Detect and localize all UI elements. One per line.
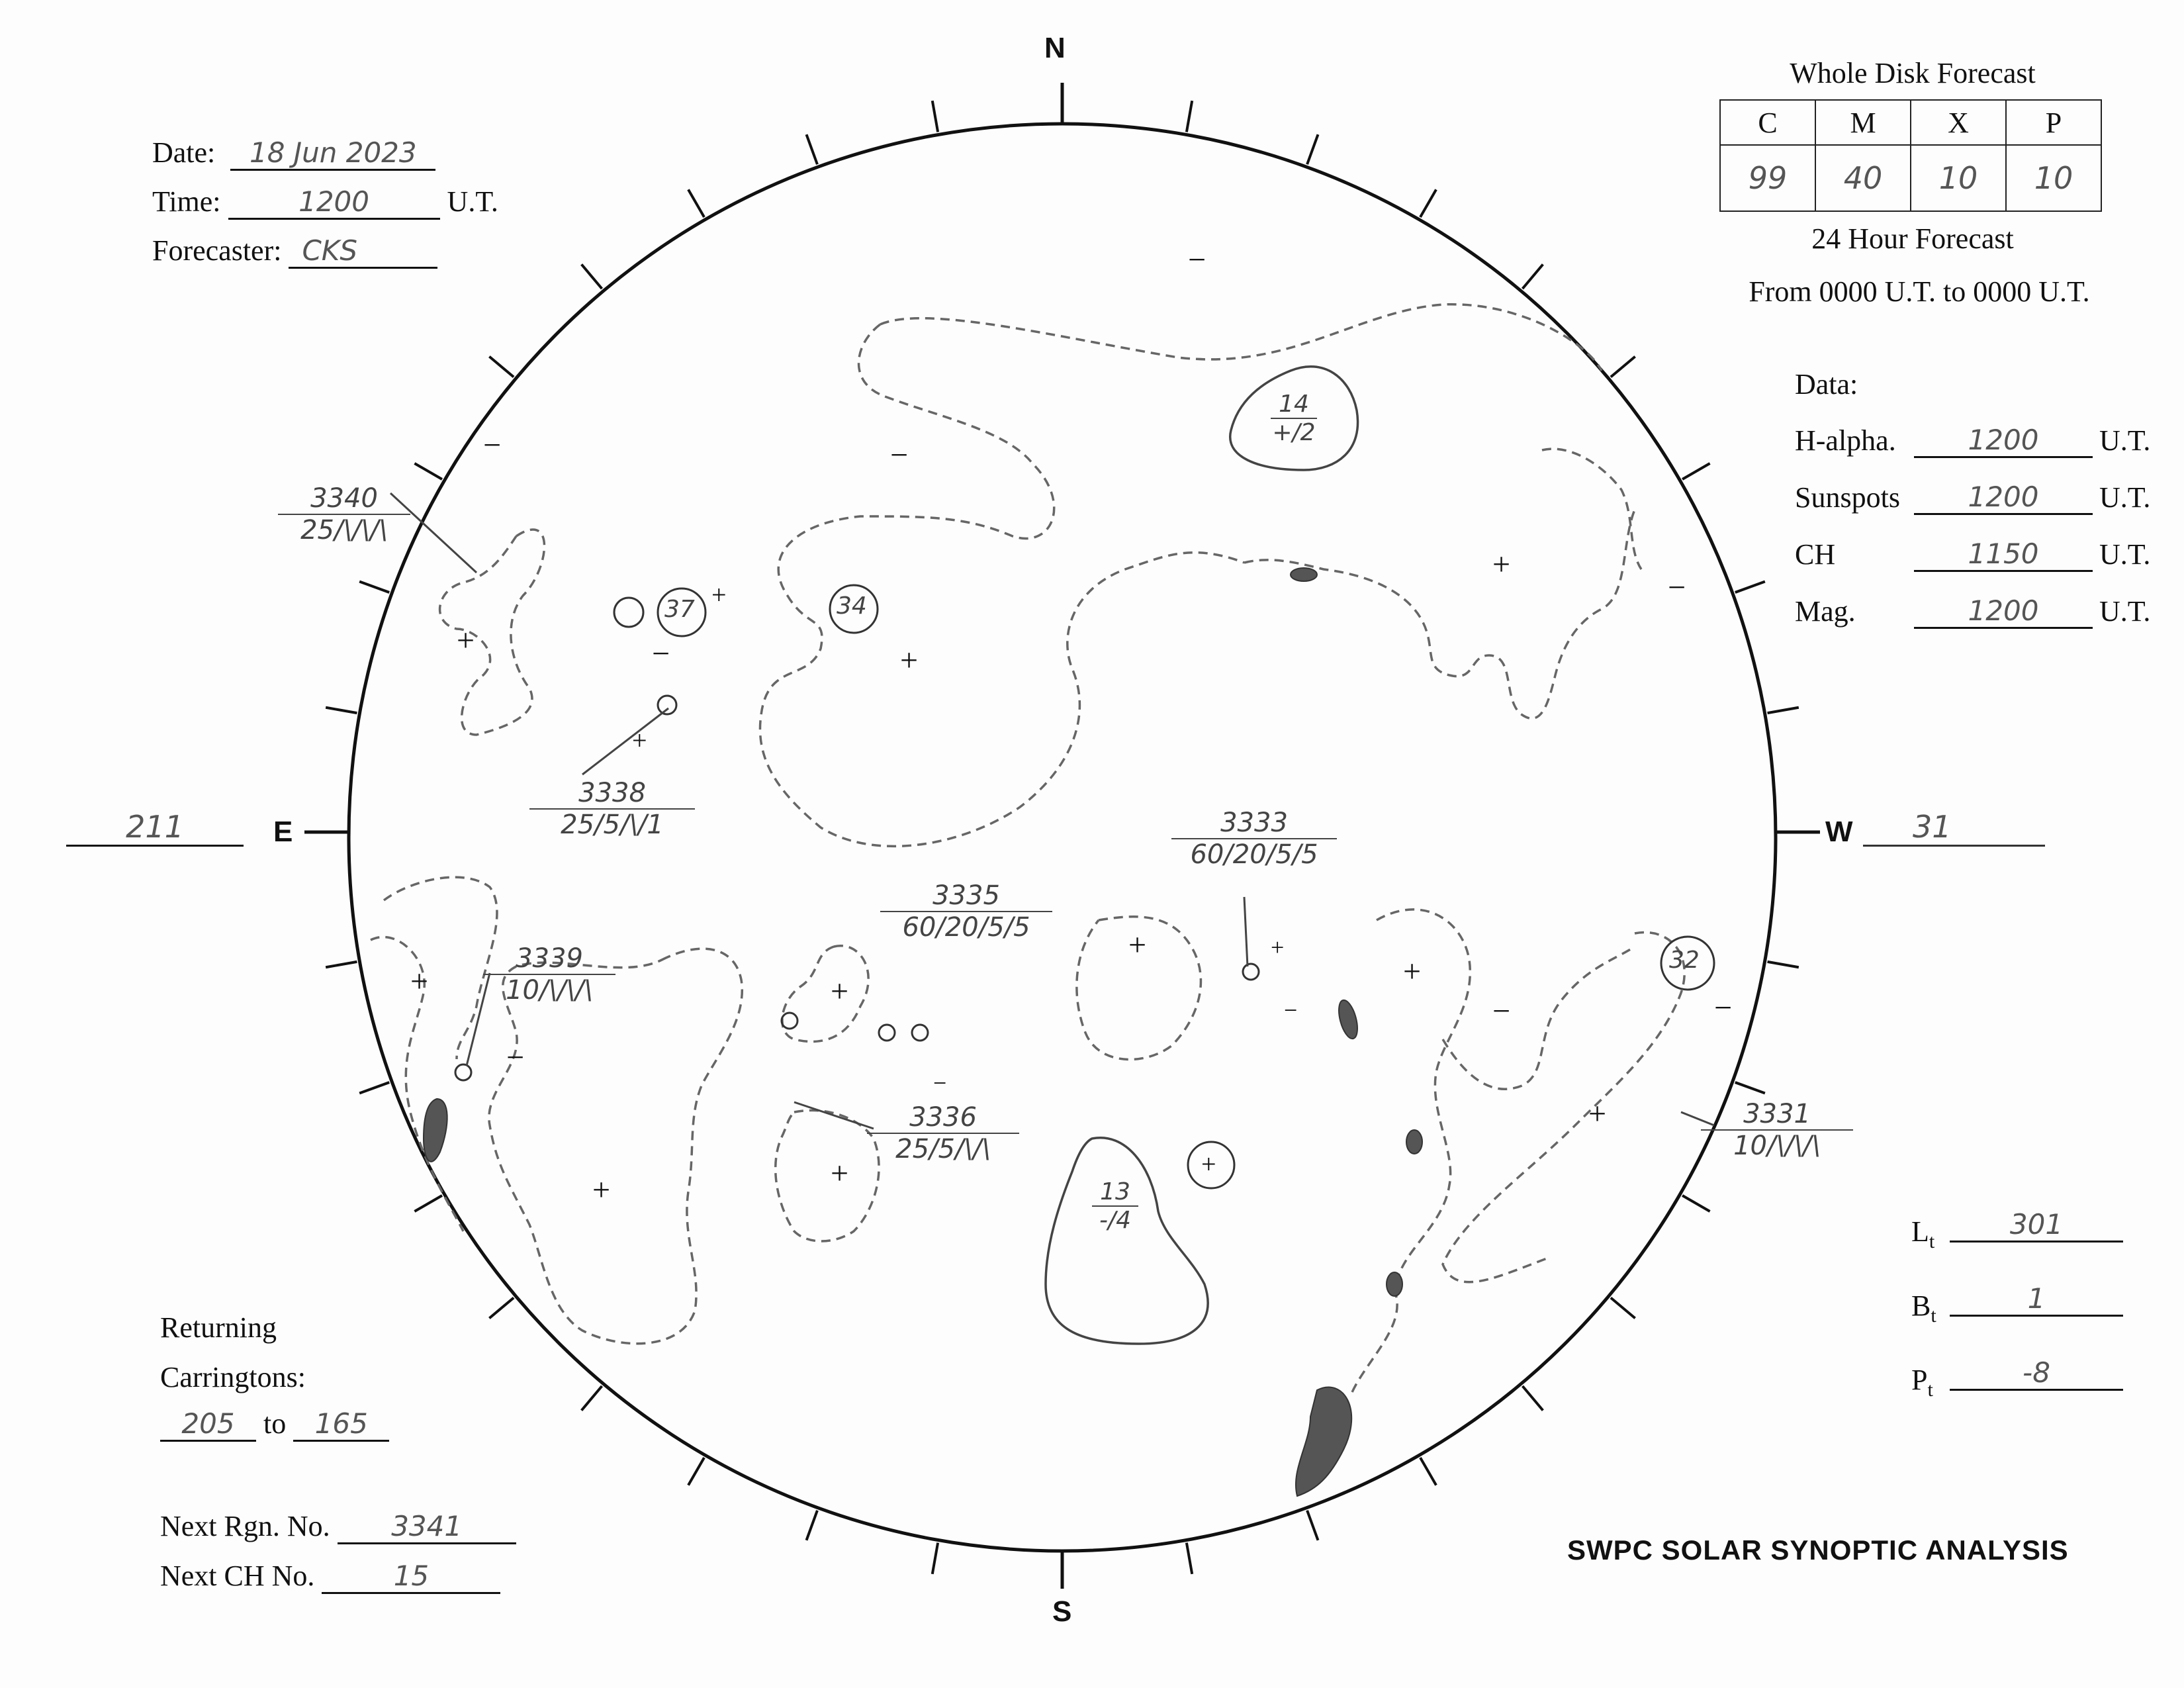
- plus-sign: +: [1588, 1096, 1607, 1131]
- bt-subscript: t: [1931, 1304, 1936, 1327]
- east-label: E: [273, 816, 293, 848]
- next-region-row: [160, 1509, 516, 1544]
- forecaster-row: [152, 234, 498, 283]
- sunspot-3333: [1243, 964, 1259, 980]
- limb-tick: [359, 582, 389, 592]
- neutral-line-ne: [1542, 449, 1641, 569]
- limb-tick: [582, 264, 602, 289]
- neutral-line-limb-west: [1443, 932, 1684, 1282]
- coronal-hole-37: 37: [664, 596, 695, 623]
- limb-tick: [1682, 463, 1710, 479]
- limb-tick: [1307, 134, 1318, 164]
- forecast-col-m: M: [1815, 100, 1911, 145]
- region-class: 60/20/5/5: [902, 912, 1030, 943]
- forecast-col-c: C: [1720, 100, 1815, 145]
- sunspot-3335-b: [879, 1025, 895, 1041]
- plus-sign: +: [1271, 934, 1285, 961]
- data-unit: U.T.: [2099, 481, 2151, 514]
- forecast-value-m: 40: [1815, 145, 1911, 211]
- minus-sign: −: [1714, 990, 1733, 1025]
- pt-label: P: [1911, 1364, 1928, 1396]
- plus-sign: +: [1403, 954, 1422, 989]
- forecast-col-p: P: [2006, 100, 2101, 145]
- pt-value: -8: [1950, 1356, 2123, 1391]
- north-label: N: [1044, 32, 1066, 64]
- data-row-ch: [1795, 538, 2165, 594]
- limb-tick: [1768, 708, 1799, 713]
- region-3336-label: [867, 1102, 1019, 1164]
- minus-sign: −: [483, 428, 502, 463]
- filament-label-top: 13: [1092, 1178, 1138, 1207]
- minus-sign: −: [1188, 242, 1206, 277]
- west-longitude-value: 31: [1863, 809, 2045, 847]
- next-region-label: Next Rgn. No.: [160, 1510, 330, 1542]
- region-3340-label: [278, 483, 410, 545]
- plus-sign: +: [711, 580, 727, 610]
- filament-south: [1296, 1387, 1351, 1496]
- forecast-table: [1719, 99, 2102, 212]
- filament-west: [1336, 998, 1361, 1041]
- forecast-value-c: 99: [1720, 145, 1815, 211]
- data-label: Sunspots: [1795, 481, 1900, 514]
- limb-tick: [1522, 1386, 1543, 1411]
- region-number: 3338: [529, 778, 695, 810]
- filament-label-north: [1271, 391, 1317, 446]
- bt-label: B: [1911, 1289, 1931, 1322]
- minus-sign: −: [1284, 997, 1298, 1023]
- data-heading: Data:: [1795, 368, 1858, 400]
- data-value: 1200: [1914, 424, 2093, 458]
- data-value: 1200: [1914, 481, 2093, 515]
- plus-ring-1: [614, 598, 643, 627]
- date-label: Date:: [152, 136, 216, 169]
- region-class: 25/5/\/1: [561, 810, 664, 840]
- time-unit: U.T.: [447, 185, 498, 218]
- data-value: 1200: [1914, 594, 2093, 629]
- sunspots: [455, 696, 1259, 1080]
- forecast-range: From 0000 U.T. to 0000 U.T.: [1749, 275, 2090, 308]
- forecast-value-p: 10: [2006, 145, 2101, 211]
- neutral-line-far-west: [1443, 947, 1635, 1089]
- region-number: 3339: [483, 943, 615, 975]
- neutral-line-center: [1244, 510, 1635, 718]
- filament-channel-south: [1046, 1138, 1208, 1344]
- minus-sign: −: [933, 1070, 947, 1096]
- region-3335-label: [880, 880, 1052, 943]
- region-number: 3335: [880, 880, 1052, 912]
- carrington-to: 165: [293, 1407, 389, 1442]
- plus-sign: +: [1492, 547, 1511, 582]
- plus-sign: +: [1128, 927, 1147, 962]
- time-row: [152, 185, 498, 234]
- neutral-line-north: [880, 305, 1602, 371]
- next-ch-value: 15: [322, 1560, 500, 1594]
- data-row-mag: [1795, 594, 2165, 651]
- filament-label-top: 14: [1271, 391, 1317, 419]
- region-3339-label: [483, 943, 615, 1006]
- carrington-to-word: to: [263, 1407, 287, 1440]
- forecast-col-x: X: [1911, 100, 2006, 145]
- limb-tick: [359, 1082, 389, 1093]
- plus-sign: +: [900, 643, 919, 678]
- plus-sign: +: [457, 623, 475, 658]
- east-longitude-value: 211: [66, 809, 244, 847]
- plus-sign: +: [1201, 1149, 1216, 1179]
- limb-tick: [326, 708, 357, 713]
- limb-tick: [933, 101, 938, 132]
- carrington-from: 205: [160, 1407, 256, 1442]
- data-times-list: [1795, 424, 2165, 651]
- bt-value: 1: [1950, 1282, 2123, 1317]
- limb-tick: [1420, 1458, 1436, 1485]
- sunspot-3338: [658, 696, 676, 714]
- orientation-parameters: [1911, 1208, 2130, 1437]
- data-label: Mag.: [1795, 595, 1856, 628]
- filament-west-2: [1406, 1130, 1422, 1154]
- filament-label-bottom: +/2: [1272, 419, 1316, 446]
- neutral-lines: [371, 305, 1684, 1397]
- region-class: 25/5/\/\: [895, 1134, 991, 1164]
- lt-label: L: [1911, 1215, 1929, 1248]
- filament-label-bottom: -/4: [1099, 1207, 1132, 1234]
- limb-tick: [807, 134, 817, 164]
- limb-tick: [1187, 101, 1192, 132]
- limb-tick: [688, 1458, 704, 1485]
- forecast-value-x: 10: [1911, 145, 2006, 211]
- south-label: S: [1052, 1595, 1072, 1628]
- limb-tick: [1187, 1543, 1192, 1574]
- neutral-line-3336: [776, 1110, 879, 1241]
- sunspot-3335-c: [912, 1025, 928, 1041]
- limb-tick: [414, 1196, 442, 1211]
- carrington-range: [160, 1407, 389, 1442]
- next-ch-row: [160, 1559, 500, 1594]
- minus-sign: −: [652, 636, 670, 671]
- filament-north: [1291, 568, 1317, 581]
- date-row: [152, 136, 498, 185]
- limb-tick: [1611, 1297, 1635, 1318]
- coronal-hole-32: 32: [1669, 947, 1700, 974]
- region-number: 3331: [1701, 1099, 1853, 1131]
- limb-tick: [1307, 1511, 1318, 1540]
- bt-row: [1911, 1282, 2130, 1363]
- filament-south-west: [1387, 1272, 1402, 1296]
- limb-tick: [1522, 264, 1543, 289]
- next-ch-label: Next CH No.: [160, 1560, 315, 1592]
- returning-label: Returning: [160, 1311, 277, 1344]
- plus-sign: +: [632, 726, 647, 755]
- data-unit: U.T.: [2099, 424, 2151, 457]
- region-3331-label: [1701, 1099, 1853, 1161]
- header-fields: [152, 136, 498, 283]
- plus-sign: +: [831, 1156, 849, 1191]
- minus-sign: −: [890, 438, 909, 473]
- data-row-halpha: [1795, 424, 2165, 481]
- data-row-sunspots: [1795, 481, 2165, 538]
- region-number: 3340: [278, 483, 410, 515]
- limb-tick: [933, 1543, 938, 1574]
- neutral-line-east-lower: [384, 877, 497, 1059]
- limb-tick: [489, 357, 514, 377]
- data-label: CH: [1795, 538, 1836, 571]
- region-class: 10/\/\/\: [1733, 1131, 1821, 1161]
- pt-subscript: t: [1927, 1378, 1933, 1401]
- minus-sign: −: [1492, 994, 1511, 1029]
- limb-tick: [1735, 582, 1765, 592]
- region-class: 60/20/5/5: [1190, 839, 1318, 870]
- forecast-title: Whole Disk Forecast: [1790, 57, 2036, 89]
- coronal-hole-34: 34: [837, 592, 867, 620]
- forecaster-label: Forecaster:: [152, 234, 282, 267]
- limb-tick: [807, 1511, 817, 1540]
- limb-tick: [1768, 962, 1799, 967]
- region-class: 10/\/\/\: [506, 975, 593, 1006]
- region-3333-label: [1171, 808, 1337, 870]
- limb-tick: [489, 1297, 514, 1318]
- limb-tick: [688, 189, 704, 217]
- limb-tick: [1682, 1196, 1710, 1211]
- west-label: W: [1825, 816, 1853, 848]
- filament-east: [424, 1099, 447, 1162]
- time-label: Time:: [152, 185, 221, 218]
- date-value: 18 Jun 2023: [230, 136, 435, 171]
- lt-value: 301: [1950, 1208, 2123, 1243]
- minus-sign: −: [506, 1040, 525, 1075]
- neutral-line-north-left: [760, 324, 1244, 846]
- sunspot-3339: [455, 1064, 471, 1080]
- lt-row: [1911, 1208, 2130, 1289]
- neutral-line-east: [440, 530, 545, 735]
- limb-tick: [582, 1386, 602, 1411]
- leader-3333: [1244, 897, 1248, 966]
- region-number: 3336: [867, 1102, 1019, 1134]
- neutral-line-south-east: [489, 949, 742, 1344]
- next-region-value: 3341: [338, 1510, 516, 1544]
- leader-3336: [794, 1102, 874, 1129]
- sunspot-3335-a: [782, 1013, 797, 1029]
- minus-sign: −: [1668, 570, 1686, 605]
- footer-title: SWPC SOLAR SYNOPTIC ANALYSIS: [1567, 1534, 2069, 1566]
- carringtons-label: Carringtons:: [160, 1361, 306, 1393]
- region-3338-label: [529, 778, 695, 840]
- time-value: 1200: [228, 185, 440, 220]
- data-unit: U.T.: [2099, 538, 2151, 571]
- plus-sign: +: [592, 1172, 611, 1207]
- limb-tick: [326, 962, 357, 967]
- plus-sign: +: [410, 964, 429, 999]
- limb-tick: [414, 463, 442, 479]
- limb-tick: [1420, 189, 1436, 217]
- data-unit: U.T.: [2099, 595, 2151, 628]
- pt-row: [1911, 1356, 2130, 1437]
- data-value: 1150: [1914, 538, 2093, 572]
- filament-label-south: [1092, 1178, 1138, 1234]
- forecaster-value: CKS: [289, 234, 437, 269]
- coronal-hole-markers: [614, 585, 1714, 1188]
- region-class: 25/\/\/\: [300, 515, 388, 545]
- plus-sign: +: [831, 974, 849, 1009]
- leader-3338: [582, 708, 668, 774]
- lt-subscript: t: [1929, 1230, 1935, 1252]
- forecast-subtitle: 24 Hour Forecast: [1811, 222, 2014, 255]
- limb-tick: [1735, 1082, 1765, 1093]
- region-number: 3333: [1171, 808, 1337, 839]
- data-label: H-alpha.: [1795, 424, 1896, 457]
- limb-tick: [1611, 357, 1635, 377]
